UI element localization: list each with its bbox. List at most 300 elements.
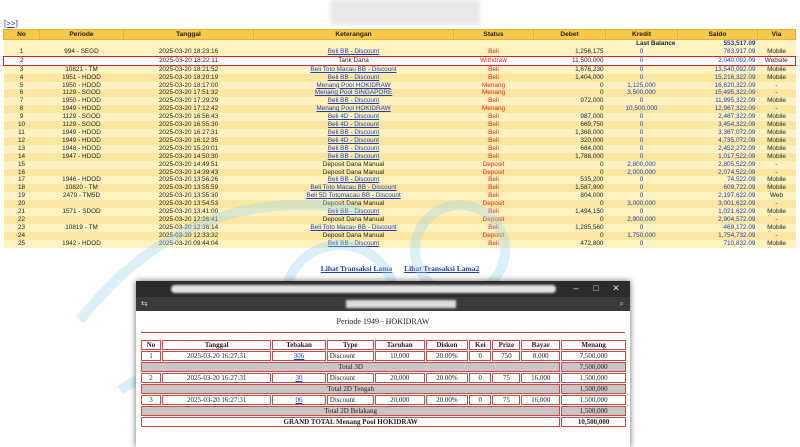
period-cell — [40, 56, 124, 65]
grand-total-label: GRAND TOTAL Menang Pool HOKIDRAW — [141, 417, 560, 427]
credit-cell: 2,900,000 — [606, 216, 678, 224]
column-header: Keterangan — [254, 30, 454, 40]
bet-prize: 75 — [492, 395, 520, 405]
row-number: 24 — [4, 232, 40, 240]
transaction-row — [4, 82, 796, 90]
status-cell: Deposit — [454, 232, 534, 240]
column-header: Status — [454, 30, 534, 40]
bet-stake: 20,000 — [375, 373, 425, 383]
date-cell: 2025-03-20 12:33:32 — [124, 232, 254, 240]
status-cell: Beli — [454, 48, 534, 56]
transaction-row — [4, 161, 796, 169]
via-cell: Website — [758, 56, 796, 65]
description-link[interactable]: Beli 5D Totomacau BB - Discount — [306, 192, 401, 200]
via-cell: - — [758, 82, 796, 90]
debit-cell: 1,404,000 — [534, 74, 606, 82]
history-links — [0, 264, 800, 273]
debit-cell: 0 — [534, 169, 606, 177]
status-cell: Withdraw — [454, 56, 534, 65]
status-cell: Beli — [454, 240, 534, 248]
bet-guess-link[interactable]: 30 — [295, 374, 303, 382]
row-number: 16 — [4, 169, 40, 177]
bet-win: 1,500,000 — [561, 373, 626, 383]
transaction-row — [4, 65, 796, 73]
bet-kei: 0 — [469, 395, 491, 405]
credit-cell: 0 — [606, 137, 678, 145]
date-cell: 2025-03-20 15:20:01 — [124, 145, 254, 153]
bet-total-value: 1,500,000 — [561, 384, 626, 394]
status-cell: Beli — [454, 113, 534, 121]
bet-column-header: Tanggal — [162, 340, 271, 350]
description-cell — [254, 232, 454, 240]
debit-cell: 1,368,000 — [534, 129, 606, 137]
description-cell — [254, 56, 454, 65]
bet-total-row — [141, 384, 626, 394]
bet-column-header: Prize — [492, 340, 520, 350]
description-text: Tarik Dana — [338, 56, 369, 64]
date-cell: 2025-03-20 18:23:16 — [124, 48, 254, 56]
row-number: 14 — [4, 153, 40, 161]
description-text: Deposit Dana Manual — [322, 168, 385, 176]
credit-cell: 0 — [606, 224, 678, 232]
description-cell — [254, 97, 454, 105]
via-cell: - — [758, 105, 796, 113]
status-cell: Beli — [454, 121, 534, 129]
description-cell — [254, 113, 454, 121]
balance-cell: 74,522.09 — [678, 176, 758, 184]
bet-date: 2025-03-20 16:27:31 — [162, 351, 271, 361]
description-link[interactable]: Beli BB - Discount — [327, 239, 380, 247]
status-cell: Beli — [454, 74, 534, 82]
description-cell — [254, 169, 454, 177]
debit-cell: 472,800 — [534, 240, 606, 248]
maximize-icon[interactable]: □ — [593, 283, 599, 293]
row-number: 15 — [4, 161, 40, 169]
description-cell — [254, 184, 454, 192]
period-cell: 1949 - HDOD — [40, 129, 124, 137]
description-text: Deposit Dana Manual — [322, 231, 385, 239]
bet-date: 2025-03-20 16:27:31 — [162, 395, 271, 405]
balance-cell: 2,197,622.09 — [678, 192, 758, 200]
status-cell: Beli — [454, 137, 534, 145]
via-cell: Mobile — [758, 97, 796, 105]
description-text: Deposit Dana Manual — [322, 200, 385, 208]
bet-type: Discount — [327, 395, 374, 405]
bet-total-label: Total 3D — [141, 362, 560, 372]
date-cell: 2025-03-20 18:21:52 — [124, 65, 254, 73]
bet-table-header — [141, 340, 626, 350]
debit-cell: 1,587,900 — [534, 184, 606, 192]
description-cell — [254, 240, 454, 248]
description-cell — [254, 153, 454, 161]
credit-cell: 10,500,000 — [606, 105, 678, 113]
balance-cell: 1,021,622.09 — [678, 208, 758, 216]
balance-cell: 3,001,622.09 — [678, 200, 758, 208]
row-number: 7 — [4, 97, 40, 105]
row-number: 19 — [4, 192, 40, 200]
bet-total-row — [141, 362, 626, 372]
balance-cell: 469,172.09 — [678, 224, 758, 232]
bet-column-header: Type — [327, 340, 374, 350]
bet-guess-link[interactable]: 306 — [293, 352, 305, 360]
description-link[interactable]: Beli Toto Macau BB - Discount — [310, 184, 397, 192]
description-cell — [254, 65, 454, 73]
description-cell — [254, 145, 454, 153]
debit-cell: 1,256,175 — [534, 48, 606, 56]
via-cell: - — [758, 89, 796, 97]
credit-cell: 2,000,000 — [606, 169, 678, 177]
grand-total-value: 10,500,000 — [561, 417, 626, 427]
row-number: 2 — [4, 56, 40, 65]
credit-cell: 0 — [606, 240, 678, 248]
via-cell: Mobile — [758, 129, 796, 137]
old-transactions-2-link[interactable]: Lihat Transaksi Lama2 — [404, 264, 480, 273]
via-cell: Mobile — [758, 184, 796, 192]
credit-cell: 2,800,000 — [606, 161, 678, 169]
row-number: 21 — [4, 208, 40, 216]
balance-cell: 4,735,072.09 — [678, 137, 758, 145]
blurred-url — [346, 300, 456, 308]
debit-cell: 1,676,230 — [534, 65, 606, 73]
debit-cell: 0 — [534, 89, 606, 97]
transaction-row — [4, 121, 796, 129]
row-number: 9 — [4, 113, 40, 121]
description-link[interactable]: Beli BB - Discount — [327, 47, 380, 55]
credit-cell: 0 — [606, 74, 678, 82]
via-cell: Mobile — [758, 224, 796, 232]
balance-cell: 13,540,092.09 — [678, 65, 758, 73]
bet-column-header: No — [141, 340, 161, 350]
period-cell: 994 - SEGD — [40, 48, 124, 56]
transaction-row — [4, 145, 796, 153]
description-link[interactable]: Beli 4D - Discount — [327, 136, 380, 144]
transaction-row — [4, 224, 796, 232]
description-link[interactable]: Beli 4D - Discount — [327, 121, 380, 129]
description-cell — [254, 192, 454, 200]
credit-cell: 0 — [606, 153, 678, 161]
date-cell: 2025-03-20 13:41:00 — [124, 208, 254, 216]
description-link[interactable]: Menang Pool HOKIDRAW — [316, 105, 391, 113]
transaction-row — [4, 129, 796, 137]
date-cell: 2025-03-20 14:49:51 — [124, 161, 254, 169]
description-cell — [254, 224, 454, 232]
bet-stake: 10,000 — [375, 351, 425, 361]
period-cell — [40, 161, 124, 169]
period-cell: 1950 - HDOD — [40, 82, 124, 90]
transaction-row — [4, 169, 796, 177]
credit-cell: 0 — [606, 48, 678, 56]
bet-total-label: Total 2D Belakang — [141, 406, 560, 416]
status-cell: Beli — [454, 192, 534, 200]
row-number: 23 — [4, 224, 40, 232]
date-cell: 2025-03-20 16:55:30 — [124, 121, 254, 129]
balance-cell: 2,467,322.09 — [678, 113, 758, 121]
bet-prize: 75 — [492, 373, 520, 383]
date-cell: 2025-03-20 13:55:59 — [124, 184, 254, 192]
status-cell: Beli — [454, 184, 534, 192]
status-cell: Beli — [454, 145, 534, 153]
bet-discount: 20.00% — [426, 351, 468, 361]
debit-cell: 684,000 — [534, 145, 606, 153]
period-cell: 1571 - SDOD — [40, 208, 124, 216]
description-link[interactable]: Beli Toto Macau BB - Discount — [310, 223, 397, 231]
bet-total-row — [141, 406, 626, 416]
transaction-row — [4, 200, 796, 208]
debit-cell: 0 — [534, 216, 606, 224]
description-cell — [254, 137, 454, 145]
row-number: 25 — [4, 240, 40, 248]
site-settings-icon[interactable]: ⇆ — [141, 299, 148, 308]
date-cell: 2025-03-20 14:50:30 — [124, 153, 254, 161]
balance-cell: 3,454,322.09 — [678, 121, 758, 129]
balance-cell: 16,620,322.09 — [678, 82, 758, 90]
description-link[interactable]: Beli BB - Discount — [327, 128, 380, 136]
date-cell: 2025-03-20 12:26:41 — [124, 216, 254, 224]
bet-prize: 750 — [492, 351, 520, 361]
description-text: Deposit Dana Manual — [322, 215, 385, 223]
balance-cell: 2,040,092.09 — [678, 56, 758, 65]
description-link[interactable]: Beli BB - Discount — [327, 144, 380, 152]
period-cell: 2479 - TM5D — [40, 192, 124, 200]
status-cell: Beli — [454, 224, 534, 232]
column-header: Debet — [534, 30, 606, 40]
balance-cell: 710,832.09 — [678, 240, 758, 248]
bet-column-header: Menang — [561, 340, 626, 350]
bet-date: 2025-03-20 16:27:31 — [162, 373, 271, 383]
transaction-row — [4, 184, 796, 192]
status-cell: Beli — [454, 176, 534, 184]
period-cell: 1948 - HDOD — [40, 145, 124, 153]
debit-cell: 11,500,000 — [534, 56, 606, 65]
debit-cell: 0 — [534, 161, 606, 169]
debit-cell: 1,788,000 — [534, 153, 606, 161]
transaction-row — [4, 105, 796, 113]
bet-type: Discount — [327, 373, 374, 383]
bet-pay: 16,000 — [521, 373, 560, 383]
transaction-row — [4, 153, 796, 161]
date-cell: 2025-03-20 09:44:04 — [124, 240, 254, 248]
credit-cell: 0 — [606, 145, 678, 153]
credit-cell: 0 — [606, 113, 678, 121]
date-cell: 2025-03-20 18:22:11 — [124, 56, 254, 65]
debit-cell: 669,750 — [534, 121, 606, 129]
description-link[interactable]: Menang Pool SINGAPORE — [314, 89, 393, 97]
status-cell: Beli — [454, 153, 534, 161]
last-balance-row — [4, 40, 796, 48]
period-cell: 1946 - HDOD — [40, 176, 124, 184]
zoom-icon[interactable]: ⌕ — [619, 299, 624, 308]
balance-cell: 609,722.09 — [678, 184, 758, 192]
via-cell: Mobile — [758, 208, 796, 216]
period-cell — [40, 169, 124, 177]
description-link[interactable]: Beli BB - Discount — [327, 152, 380, 160]
transaction-row — [4, 208, 796, 216]
bet-stake: 20,000 — [375, 395, 425, 405]
description-cell — [254, 89, 454, 97]
period-cell: 1947 - HDOD — [40, 153, 124, 161]
debit-cell: 0 — [534, 200, 606, 208]
status-cell: Deposit — [454, 216, 534, 224]
bet-type: Discount — [327, 351, 374, 361]
period-cell — [40, 200, 124, 208]
row-number: 3 — [4, 65, 40, 73]
status-cell: Beli — [454, 208, 534, 216]
credit-cell: 1,750,000 — [606, 232, 678, 240]
via-cell: Mobile — [758, 113, 796, 121]
period-cell: 1129 - SGOD — [40, 121, 124, 129]
transaction-row — [4, 192, 796, 200]
row-number: 20 — [4, 200, 40, 208]
period-title: Periode 1949 - HOKIDRAW — [336, 317, 430, 326]
row-number: 18 — [4, 184, 40, 192]
period-cell: 1951 - HDOD — [40, 74, 124, 82]
balance-cell: 783,917.09 — [678, 48, 758, 56]
bet-pay: 8,000 — [521, 351, 560, 361]
via-cell: - — [758, 161, 796, 169]
row-number: 13 — [4, 145, 40, 153]
row-number: 6 — [4, 89, 40, 97]
balance-cell: 2,074,522.09 — [678, 169, 758, 177]
row-number: 8 — [4, 105, 40, 113]
popup-content — [136, 311, 630, 447]
description-link[interactable]: Beli Toto Macau BB - Discount — [310, 65, 397, 73]
row-number: 17 — [4, 176, 40, 184]
date-cell: 2025-03-20 18:17:00 — [124, 82, 254, 90]
credit-cell: 0 — [606, 129, 678, 137]
credit-cell: 0 — [606, 208, 678, 216]
status-cell: Deposit — [454, 169, 534, 177]
bet-column-header: Tebakan — [272, 340, 326, 350]
date-cell: 2025-03-20 14:39:43 — [124, 169, 254, 177]
status-cell: Menang — [454, 82, 534, 90]
next-page-link[interactable]: [>>] — [4, 19, 18, 28]
title-divider — [141, 332, 625, 333]
via-cell: - — [758, 200, 796, 208]
via-cell: Mobile — [758, 137, 796, 145]
via-cell: - — [758, 216, 796, 224]
transaction-row — [4, 216, 796, 224]
credit-cell: 0 — [606, 192, 678, 200]
description-cell — [254, 105, 454, 113]
period-cell — [40, 232, 124, 240]
credit-cell: 3,000,000 — [606, 200, 678, 208]
bet-column-header: Bayar — [521, 340, 560, 350]
status-cell: Menang — [454, 89, 534, 97]
period-cell: 10820 - TM — [40, 184, 124, 192]
date-cell: 2025-03-20 17:12:42 — [124, 105, 254, 113]
bet-guess-link[interactable]: 06 — [295, 396, 303, 404]
row-number: 1 — [4, 48, 40, 56]
balance-cell: 12,967,322.09 — [678, 105, 758, 113]
credit-cell: 0 — [606, 56, 678, 65]
via-cell: - — [758, 169, 796, 177]
bet-guess-cell — [272, 395, 326, 405]
transaction-row — [4, 240, 796, 248]
description-cell — [254, 216, 454, 224]
period-cell: 1950 - HDOD — [40, 97, 124, 105]
column-header: Via — [758, 30, 796, 40]
period-cell: 1129 - SGOD — [40, 89, 124, 97]
bet-number: 2 — [141, 373, 161, 383]
description-link[interactable]: Beli 4D - Discount — [327, 113, 380, 121]
bet-column-header: Diskon — [426, 340, 468, 350]
bet-pay: 16,000 — [521, 395, 560, 405]
blurred-window-title — [171, 285, 556, 293]
date-cell: 2025-03-20 13:55:30 — [124, 192, 254, 200]
date-cell: 2025-03-20 16:12:35 — [124, 137, 254, 145]
credit-cell: 3,500,000 — [606, 89, 678, 97]
via-cell: Mobile — [758, 65, 796, 73]
transaction-row — [4, 48, 796, 56]
bet-total-label: Total 2D Tengah — [141, 384, 560, 394]
description-cell — [254, 176, 454, 184]
transaction-row — [4, 113, 796, 121]
minimize-icon[interactable]: – — [573, 283, 579, 293]
period-cell: 1942 - HDOD — [40, 240, 124, 248]
via-cell: Mobile — [758, 145, 796, 153]
balance-cell: 2,805,522.09 — [678, 161, 758, 169]
old-transactions-link[interactable]: Lihat Transaksi Lama — [320, 264, 393, 273]
bet-row — [141, 395, 626, 405]
date-cell: 2025-03-20 12:36:14 — [124, 224, 254, 232]
description-link[interactable]: Beli BB - Discount — [327, 97, 380, 105]
debit-cell: 972,000 — [534, 97, 606, 105]
description-link[interactable]: Beli BB - Discount — [327, 73, 380, 81]
status-cell: Beli — [454, 129, 534, 137]
description-cell — [254, 48, 454, 56]
via-cell: Web — [758, 192, 796, 200]
bet-discount: 20.00% — [426, 373, 468, 383]
bet-number: 3 — [141, 395, 161, 405]
debit-cell: 0 — [534, 82, 606, 90]
transaction-row — [4, 56, 796, 65]
transaction-row — [4, 176, 796, 184]
debit-cell: 320,000 — [534, 137, 606, 145]
debit-cell: 1,285,560 — [534, 224, 606, 232]
period-cell: 1949 - HDOD — [40, 105, 124, 113]
date-cell: 2025-03-20 17:29:29 — [124, 97, 254, 105]
credit-cell: 0 — [606, 65, 678, 73]
balance-cell: 15,495,322.09 — [678, 89, 758, 97]
bet-win: 7,500,000 — [561, 351, 626, 361]
close-icon[interactable]: ✕ — [612, 283, 620, 293]
via-cell: Mobile — [758, 153, 796, 161]
description-link[interactable]: Beli BB - Discount — [327, 176, 380, 184]
description-link[interactable]: Menang Pool HOKIDRAW — [316, 81, 391, 89]
transaction-row — [4, 137, 796, 145]
period-cell: 10821 - TM — [40, 65, 124, 73]
row-number: 4 — [4, 74, 40, 82]
date-cell: 2025-03-20 17:51:32 — [124, 89, 254, 97]
bet-discount: 20.00% — [426, 395, 468, 405]
popup-address-bar[interactable] — [136, 297, 630, 311]
bet-detail-table — [140, 339, 627, 428]
row-number: 11 — [4, 129, 40, 137]
description-link[interactable]: Beli BB - Discount — [327, 208, 380, 216]
period-cell — [40, 216, 124, 224]
popup-window — [136, 281, 630, 447]
balance-cell: 1,754,732.09 — [678, 232, 758, 240]
bet-kei: 0 — [469, 351, 491, 361]
balance-cell: 3,367,072.09 — [678, 129, 758, 137]
period-cell: 1129 - SGOD — [40, 113, 124, 121]
date-cell: 2025-03-20 13:56:26 — [124, 176, 254, 184]
debit-cell: 987,000 — [534, 113, 606, 121]
debit-cell: 804,000 — [534, 192, 606, 200]
bet-kei: 0 — [469, 373, 491, 383]
bet-total-value: 1,500,000 — [561, 406, 626, 416]
credit-cell: 1,125,000 — [606, 82, 678, 90]
